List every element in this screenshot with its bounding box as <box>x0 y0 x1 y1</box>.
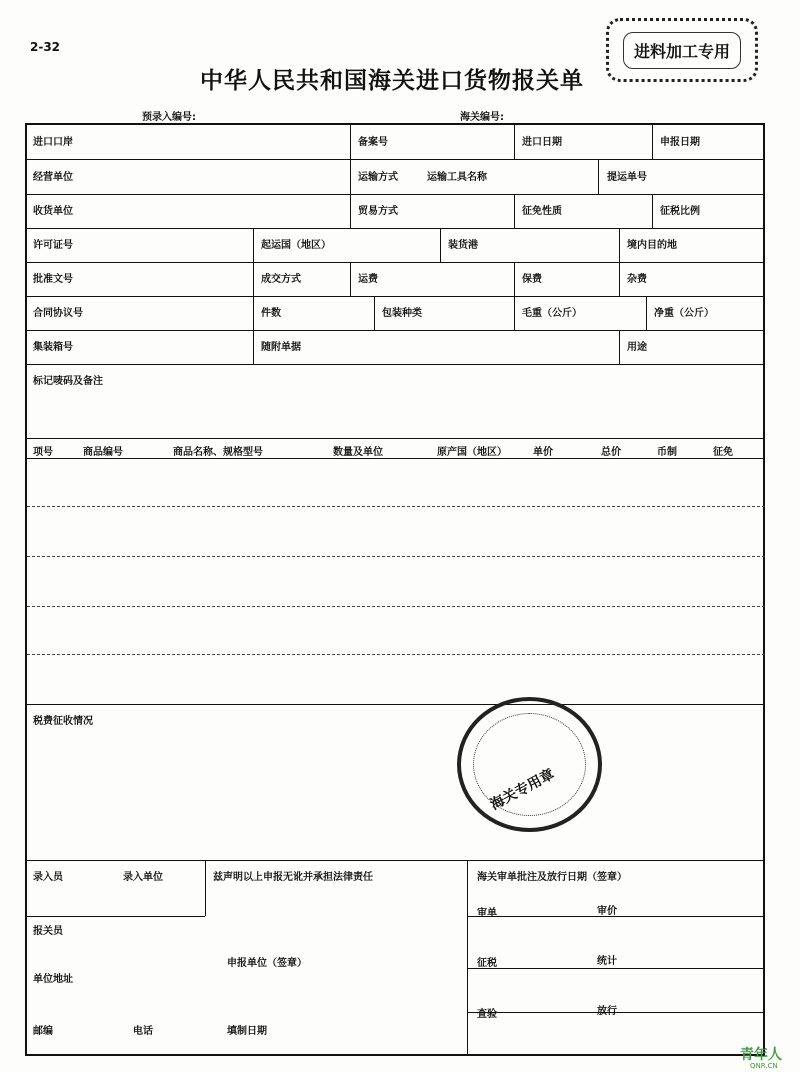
seal-text: 海关专用章 <box>487 766 558 814</box>
entry-clerk-label: 录入员 <box>33 872 63 883</box>
watermark-url: QNR.CN <box>750 1062 778 1070</box>
usage-label: 用途 <box>627 342 647 353</box>
package-type-label: 包装种类 <box>382 308 422 319</box>
marks-remarks-label: 标记唛码及备注 <box>33 376 103 387</box>
fill-date-label: 填制日期 <box>227 1026 267 1037</box>
declare-date-label: 申报日期 <box>660 137 700 148</box>
trade-mode-label: 贸易方式 <box>358 206 398 217</box>
col-tax-exempt: 征免 <box>713 447 733 458</box>
customs-approval-label: 海关审单批注及放行日期（签章） <box>477 872 627 883</box>
gross-weight-label: 毛重（公斤） <box>522 308 582 319</box>
postcode-label: 邮编 <box>33 1026 53 1037</box>
special-use-stamp <box>606 18 758 82</box>
license-no-label: 许可证号 <box>33 240 73 251</box>
page-title: 中华人民共和国海关进口货物报关单 <box>200 68 584 94</box>
tax-collection-label: 征税 <box>477 958 497 969</box>
pieces-label: 件数 <box>261 308 281 319</box>
review-label: 审单 <box>477 908 497 919</box>
stamp-label: 进料加工专用 <box>623 32 741 69</box>
unit-address-label: 单位地址 <box>33 974 73 985</box>
transport-mode-label: 运输方式 <box>358 172 398 183</box>
receiving-unit-label: 收货单位 <box>33 206 73 217</box>
customs-no-label: 海关编号: <box>460 112 504 123</box>
approval-no-label: 批准文号 <box>33 274 73 285</box>
origin-country-label: 起运国（地区） <box>261 240 331 251</box>
misc-fee-label: 杂费 <box>627 274 647 285</box>
transport-tool-label: 运输工具名称 <box>427 172 487 183</box>
deal-mode-label: 成交方式 <box>261 274 301 285</box>
release-label: 放行 <box>597 1006 617 1017</box>
pre-entry-no-label: 预录入编号: <box>142 112 196 123</box>
insurance-label: 保费 <box>522 274 542 285</box>
reviewer-label: 报关员 <box>33 926 63 937</box>
declaration-form <box>25 123 765 1056</box>
loading-port-label: 装货港 <box>448 240 478 251</box>
contract-no-label: 合同协议号 <box>33 308 83 319</box>
inspection-label: 查验 <box>477 1009 497 1020</box>
col-qty-unit: 数量及单位 <box>333 447 383 458</box>
col-currency: 币制 <box>657 447 677 458</box>
col-name-spec: 商品名称、规格型号 <box>173 447 263 458</box>
watermark-logo: 青年人 <box>740 1047 782 1063</box>
freight-label: 运费 <box>358 274 378 285</box>
bill-of-lading-label: 提运单号 <box>607 172 647 183</box>
operating-unit-label: 经营单位 <box>33 172 73 183</box>
col-origin: 原产国（地区） <box>437 447 507 458</box>
customs-seal <box>457 697 602 832</box>
record-no-label: 备案号 <box>358 137 388 148</box>
col-commodity-code: 商品编号 <box>83 447 123 458</box>
page-number: 2-32 <box>30 40 61 54</box>
statistics-label: 统计 <box>597 956 617 967</box>
declaring-unit-label: 申报单位（签章） <box>227 958 307 969</box>
col-unit-price: 单价 <box>533 447 553 458</box>
entry-unit-label: 录入单位 <box>123 872 163 883</box>
col-total-price: 总价 <box>601 447 621 458</box>
tax-nature-label: 征免性质 <box>522 206 562 217</box>
tax-section-label: 税费征收情况 <box>33 716 93 727</box>
price-review-label: 审价 <box>597 906 617 917</box>
container-no-label: 集装箱号 <box>33 342 73 353</box>
declaration-statement: 兹声明以上申报无讹并承担法律责任 <box>213 872 373 883</box>
phone-label: 电话 <box>133 1026 153 1037</box>
net-weight-label: 净重（公斤） <box>654 308 714 319</box>
col-item-no: 项号 <box>33 447 53 458</box>
import-date-label: 进口日期 <box>522 137 562 148</box>
domestic-destination-label: 境内目的地 <box>627 240 677 251</box>
tax-ratio-label: 征税比例 <box>660 206 700 217</box>
attached-docs-label: 随附单据 <box>261 342 301 353</box>
import-port-label: 进口口岸 <box>33 137 73 148</box>
